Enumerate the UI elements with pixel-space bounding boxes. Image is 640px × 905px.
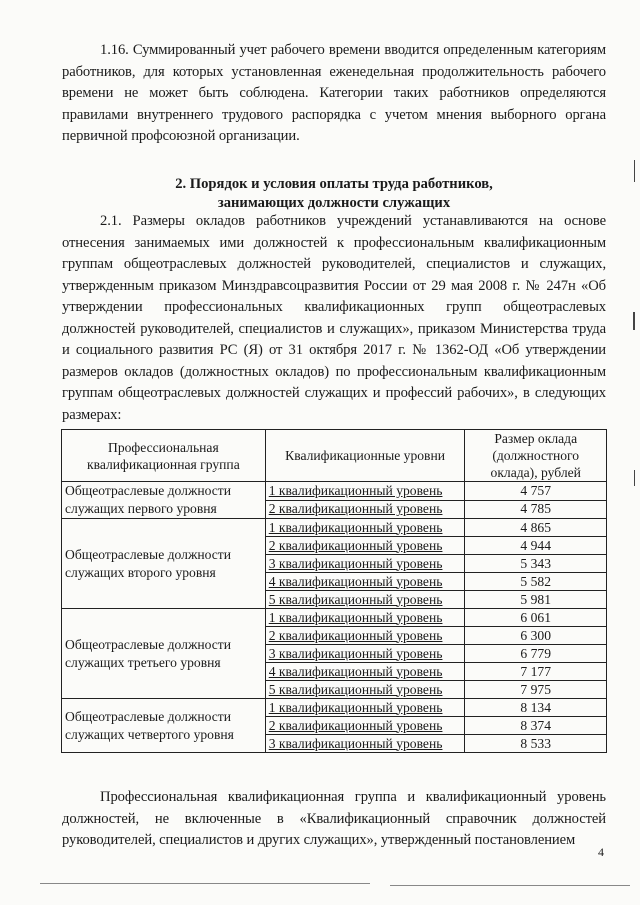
- salary-cell: 8 374: [465, 717, 607, 735]
- salary-cell: 5 582: [465, 573, 607, 591]
- salary-cell: 6 061: [465, 609, 607, 627]
- group-name-cell: Общеотраслевые должности служащих второго уровня: [62, 519, 266, 609]
- header-group: Профессиональная квалификационная группа: [62, 430, 266, 482]
- level-label: 4 квалификационный уровень: [268, 663, 443, 679]
- level-label: 2 квалификационный уровень: [268, 501, 443, 517]
- salary-cell: 5 343: [465, 555, 607, 573]
- level-cell: [265, 537, 465, 555]
- level-cell: [265, 717, 465, 735]
- group-name-cell: Общеотраслевые должности служащих первого уровня: [62, 482, 266, 519]
- level-cell: [265, 500, 465, 519]
- closing-paragraph: Профессиональная квалификационная группа и квалификационный уровень должностей, не включенные в «Квалификационный справочник должностей руководителей, специалистов и других служащих», утвержденный постановлением: [62, 789, 606, 848]
- section-2-title: [62, 175, 606, 213]
- section-2-title-line1: 2. Порядок и условия оплаты труда работников,: [175, 176, 493, 192]
- salary-cell: 7 975: [465, 681, 607, 699]
- level-cell: [265, 519, 465, 537]
- level-label: 1 квалификационный уровень: [268, 482, 443, 498]
- header-salary: Размер оклада (должностного оклада), рублей: [465, 430, 607, 482]
- page-number: 4: [598, 845, 604, 859]
- table-header-row: [62, 430, 607, 482]
- group-name-cell: Общеотраслевые должности служащих третьего уровня: [62, 609, 266, 699]
- salary-cell: 6 779: [465, 645, 607, 663]
- salary-cell: 8 134: [465, 699, 607, 717]
- level-cell: [265, 573, 465, 591]
- level-cell: [265, 555, 465, 573]
- level-cell: [265, 735, 465, 753]
- salary-table: [61, 429, 607, 753]
- level-label: 5 квалификационный уровень: [268, 681, 443, 697]
- level-cell: [265, 681, 465, 699]
- group-name-cell: Общеотраслевые должности служащих четвертого уровня: [62, 699, 266, 753]
- table-row: [62, 609, 607, 627]
- salary-cell: 4 757: [465, 482, 607, 501]
- salary-cell: 4 785: [465, 500, 607, 519]
- level-cell: [265, 591, 465, 609]
- level-label: 3 квалификационный уровень: [268, 735, 443, 751]
- level-cell: [265, 609, 465, 627]
- level-label: 5 квалификационный уровень: [268, 591, 443, 607]
- level-cell: [265, 699, 465, 717]
- level-label: 2 квалификационный уровень: [268, 537, 443, 553]
- salary-cell: 8 533: [465, 735, 607, 753]
- edge-mark: [633, 312, 635, 330]
- table-row: [62, 482, 607, 501]
- header-level: Квалификационные уровни: [265, 430, 465, 482]
- edge-mark: [634, 470, 635, 486]
- table-row: [62, 699, 607, 717]
- section-2-1-paragraph: 2.1. Размеры окладов работников учреждений устанавливаются на основе отнесения занимаемых ими должностей к профессиональным квалификационным группам общеотраслевых должностей руководителей, специалистов и служащих, утвержденным приказом Минздравсоцразвития России от 29 мая 2008 г. № 247н «Об утверждении профессиональных квалификационных групп общеотраслевых должностей руководителей, специалистов и служащих», приказом Министерства труда и социального развития РС (Я) от 31 октября 2017 г. № 1362-ОД «Об утверждении размеров окладов (должностных окладов) по профессиональным квалификационным группам общеотраслевых должностей служащих и профессий рабочих», в следующих размерах:: [62, 213, 606, 423]
- salary-cell: 5 981: [465, 591, 607, 609]
- salary-cell: 7 177: [465, 663, 607, 681]
- level-cell: [265, 663, 465, 681]
- level-label: 1 квалификационный уровень: [268, 609, 443, 625]
- salary-cell: 4 944: [465, 537, 607, 555]
- level-label: 2 квалификационный уровень: [268, 717, 443, 733]
- salary-cell: 4 865: [465, 519, 607, 537]
- salary-table-body: [62, 482, 607, 753]
- level-cell: [265, 482, 465, 501]
- salary-cell: 6 300: [465, 627, 607, 645]
- level-label: 3 квалификационный уровень: [268, 645, 443, 661]
- level-label: 1 квалификационный уровень: [268, 519, 443, 535]
- level-label: 3 квалификационный уровень: [268, 555, 443, 571]
- level-cell: [265, 627, 465, 645]
- level-label: 4 квалификационный уровень: [268, 573, 443, 589]
- level-cell: [265, 645, 465, 663]
- level-label: 1 квалификационный уровень: [268, 699, 443, 715]
- section-2-title-line2: занимающих должности служащих: [217, 195, 451, 211]
- footer-scan-line: [390, 885, 630, 886]
- table-row: [62, 519, 607, 537]
- footer-scan-line: [40, 883, 370, 884]
- edge-mark: [634, 160, 635, 182]
- section-1-16-paragraph: 1.16. Суммированный учет рабочего времени вводится определенным категориям работников, для которых установленная еженедельная продолжительность рабочего времени не может быть соблюдена. Категории таких работников определяются правилами внутреннего трудового распорядка с учетом мнения выборного органа первичной профсоюзной организации.: [62, 42, 606, 144]
- level-label: 2 квалификационный уровень: [268, 627, 443, 643]
